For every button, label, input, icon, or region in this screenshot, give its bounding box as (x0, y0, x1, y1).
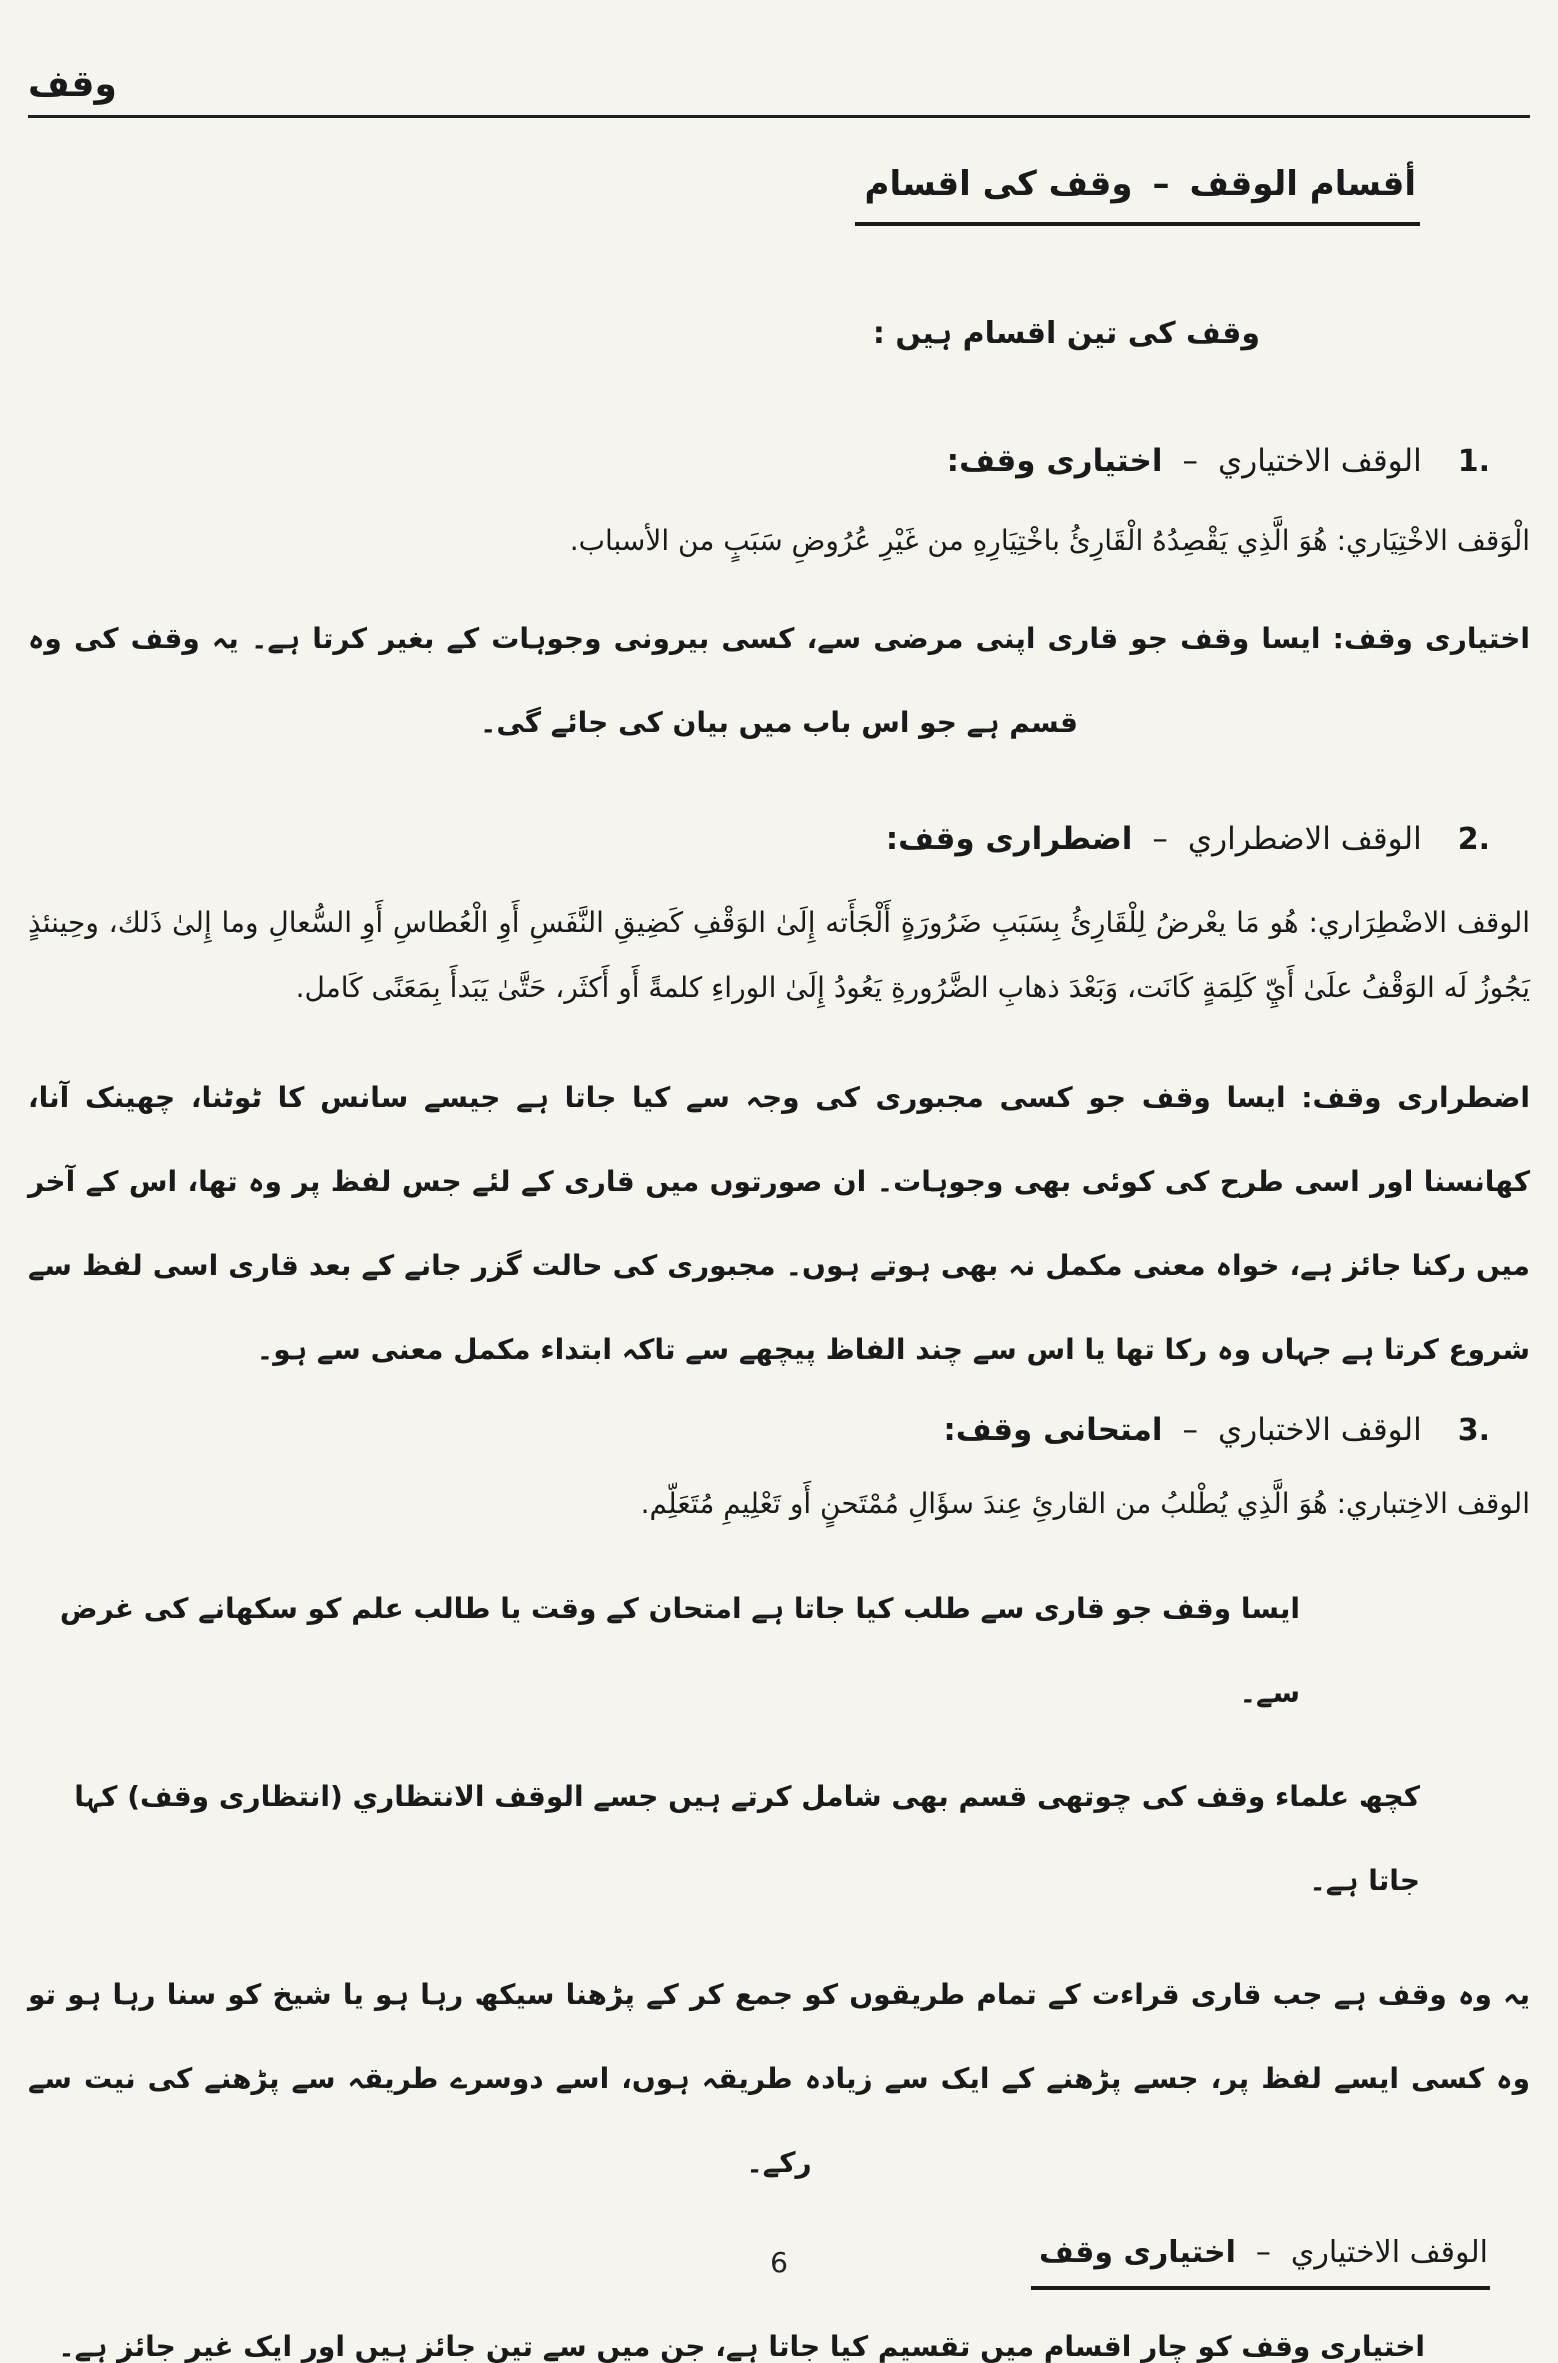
document-title (28, 164, 1420, 226)
document-title-text (855, 164, 1420, 226)
footer-arabic-name: الوقف الاختياري (1290, 2234, 1488, 2270)
section-1-arabic-definition: الْوَقف الاخْتِيَاري: هُوَ الَّذِي يَقْصِدُهُ الْقَارِئُ باخْتِيَارِهِ من غَيْرِ عُرُوضِ سَبَبٍ من الأسباب. (569, 524, 1530, 557)
page-number: 6 (770, 2246, 788, 2279)
section-3-dash: – (1182, 1412, 1199, 1449)
section-1-urdu-explanation: اختیاری وقف: ایسا وقف جو قاری اپنی مرضی سے، کسی بیرونی وجوہات کے بغیر کرتا ہے۔ یہ وقف کی وہ قسم ہے جو اس باب میں بیان کی جائے گی۔ (28, 622, 1530, 740)
title-dash: – (1152, 164, 1170, 204)
header-word: وقف (28, 64, 117, 105)
intro-line: وقف کی تین اقسام ہیں : (872, 316, 1260, 351)
section-1-urdu-name: اختیاری وقف: (946, 443, 1163, 479)
section-2-urdu-name: اضطراری وقف: (885, 821, 1133, 858)
header-rule (28, 115, 1530, 118)
section-2-heading (28, 821, 1490, 857)
section-3-urdu-name: امتحانی وقف: (943, 1412, 1163, 1449)
section-2-number: 2. (1457, 822, 1490, 858)
page-header (28, 60, 1530, 105)
section-2-dash: – (1152, 821, 1168, 858)
section-3-urdu-explanation: ایسا وقف جو قاری سے طلب کیا جاتا ہے امتحان کے وقت یا طالب علم کو سکھانے کی غرض سے۔ (59, 1591, 1300, 1709)
fourth-type-detail: یہ وہ وقف ہے جب قاری قراءت کے تمام طریقوں کو جمع کر کے پڑھنا سیکھ رہا ہو یا شیخ کو سنا رہا ہو تو وہ کسی ایسے لفظ پر، جسے پڑھنے کے ایک سے زیادہ طریقہ ہوں، اسے دوسرے طریقہ سے پڑھنے کی نیت سے رکے۔ (28, 1977, 1530, 2179)
section-2-arabic-definition: الوقف الاضْطِرَاري: هُو مَا يعْرضُ لِلْقَارِئُ بِسَبَبِ ضَرُورَةٍ أَلْجَأَته إِلَىٰ الوَقْفِ كَضِيقِ النَّفَسِ أَوِ الْعُطاسِ أَوِ السُّعالِ وما إِلىٰ ذَلك، وحِينئذٍ يَجُوزُ لَه الوَقْفُ علَىٰ أَيِّ كَلِمَةٍ كَانَت، وَبَعْدَ ذهابِ الضَّرُورةِ يَعُودُ إِلَىٰ الوراءِ كلمةً أَو أَكثَر، حَتَّىٰ يَبَدأَ بِمَعَنًى كَامل. (28, 906, 1530, 1004)
fourth-type-note: کچھ علماء وقف کی چوتھی قسم بھی شامل کرتے ہیں جسے الوقف الانتظاري (انتظاری وقف) کہا جاتا ہے۔ (74, 1779, 1420, 1897)
footer-urdu-name: اختیاری وقف (1039, 2234, 1236, 2270)
title-arabic: أقسام الوقف (1189, 164, 1416, 204)
section-3-number: 3. (1457, 1413, 1490, 1449)
section-2-arabic-name: الوقف الاضطراري (1187, 821, 1422, 858)
footer-dash: – (1255, 2234, 1271, 2270)
closing-paragraph: اختیاری وقف کو چار اقسام میں تقسیم کیا جاتا ہے، جن میں سے تین جائز ہیں اور ایک غیر جائز ہے۔ (58, 2329, 1425, 2363)
section-3-heading (28, 1412, 1490, 1448)
section-1-arabic-name: الوقف الاختياري (1218, 443, 1422, 479)
section-1-number: 1. (1457, 444, 1490, 479)
section-3-arabic-name: الوقف الاختباري (1218, 1412, 1422, 1449)
section-1-dash: – (1182, 443, 1199, 479)
section-1-heading (28, 443, 1490, 479)
section-3-arabic-definition: الوقف الاخِتباري: هُوَ الَّذِي يُطْلبُ من القارئِ عِندَ سؤَالِ مُمْتَحنٍ أَو تَعْلِيمِ مُتَعَلِّم. (640, 1487, 1530, 1521)
title-urdu: وقف کی اقسام (864, 164, 1133, 204)
section-2-urdu-explanation: اضطراری وقف: ایسا وقف جو کسی مجبوری کی وجہ سے کیا جاتا ہے جیسے سانس کا ٹوٹنا، چھینک آنا، کھانسنا اور اسی طرح کی کوئی بھی وجوہات۔ ان صورتوں میں قاری کے لئے جس لفظ پر وہ تھا، اس کے آخر میں رکنا جائز ہے، خواہ معنی مکمل نہ بھی ہوتے ہوں۔ مجبوری کی حالت گزر جانے کے بعد قاری اسی لفظ سے شروع کرتا ہے جہاں وہ رکا تھا یا اس سے چند الفاظ پیچھے سے تاکہ ابتداء مکمل معنی سے ہو۔ (28, 1081, 1530, 1367)
